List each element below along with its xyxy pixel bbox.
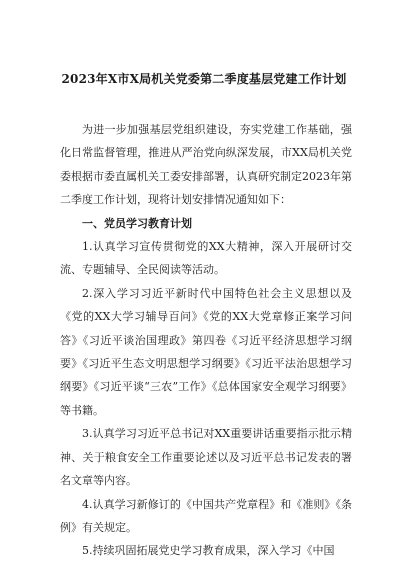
list-item: 5.持续巩固拓展党史学习教育成果，深入学习《中国 xyxy=(82,544,335,558)
section-heading: 一、党员学习教育计划 xyxy=(82,216,192,230)
intro-paragraph: 为进一步加强基层党组织建设，夯实党建工作基础，强化日常监督管理，推进从严治党向纵深发展，市XX局机关党委根据市委直属机关工委安排部署，认真研究制定2023年第二季度工作计划，现将计划安排情况通知如下： xyxy=(60,123,352,207)
document-body xyxy=(60,118,352,563)
list-item: 3.认真学习习近平总书记对XX重要讲话重要指示批示精神、关于粮食安全工作重要论述以及习近平总书记发表的署名文章等内容。 xyxy=(60,427,352,488)
list-item: 4.认真学习新修订的《中国共产党章程》和《准则》《条例》有关规定。 xyxy=(60,497,352,534)
list-item: 1.认真学习宣传贯彻党的XX大精神，深入开展研讨交流、专题辅导、全民阅读等活动。 xyxy=(60,240,352,277)
list-item: 2.深入学习习近平新时代中国特色社会主义思想以及《党的XX大学习辅导百问》《党的XX大党章修正案学习问答》《习近平谈治国理政》第四卷《习近平经济思想学习纲要》《习近平生态文明思想学习纲要》《习近平法治思想学习纲要》《习近平谈“三农”工作》《总体国家安全观学习纲要》等书籍。 xyxy=(60,286,352,417)
document-title: 2023年X市X局机关党委第二季度基层党建工作计划 xyxy=(61,72,347,86)
